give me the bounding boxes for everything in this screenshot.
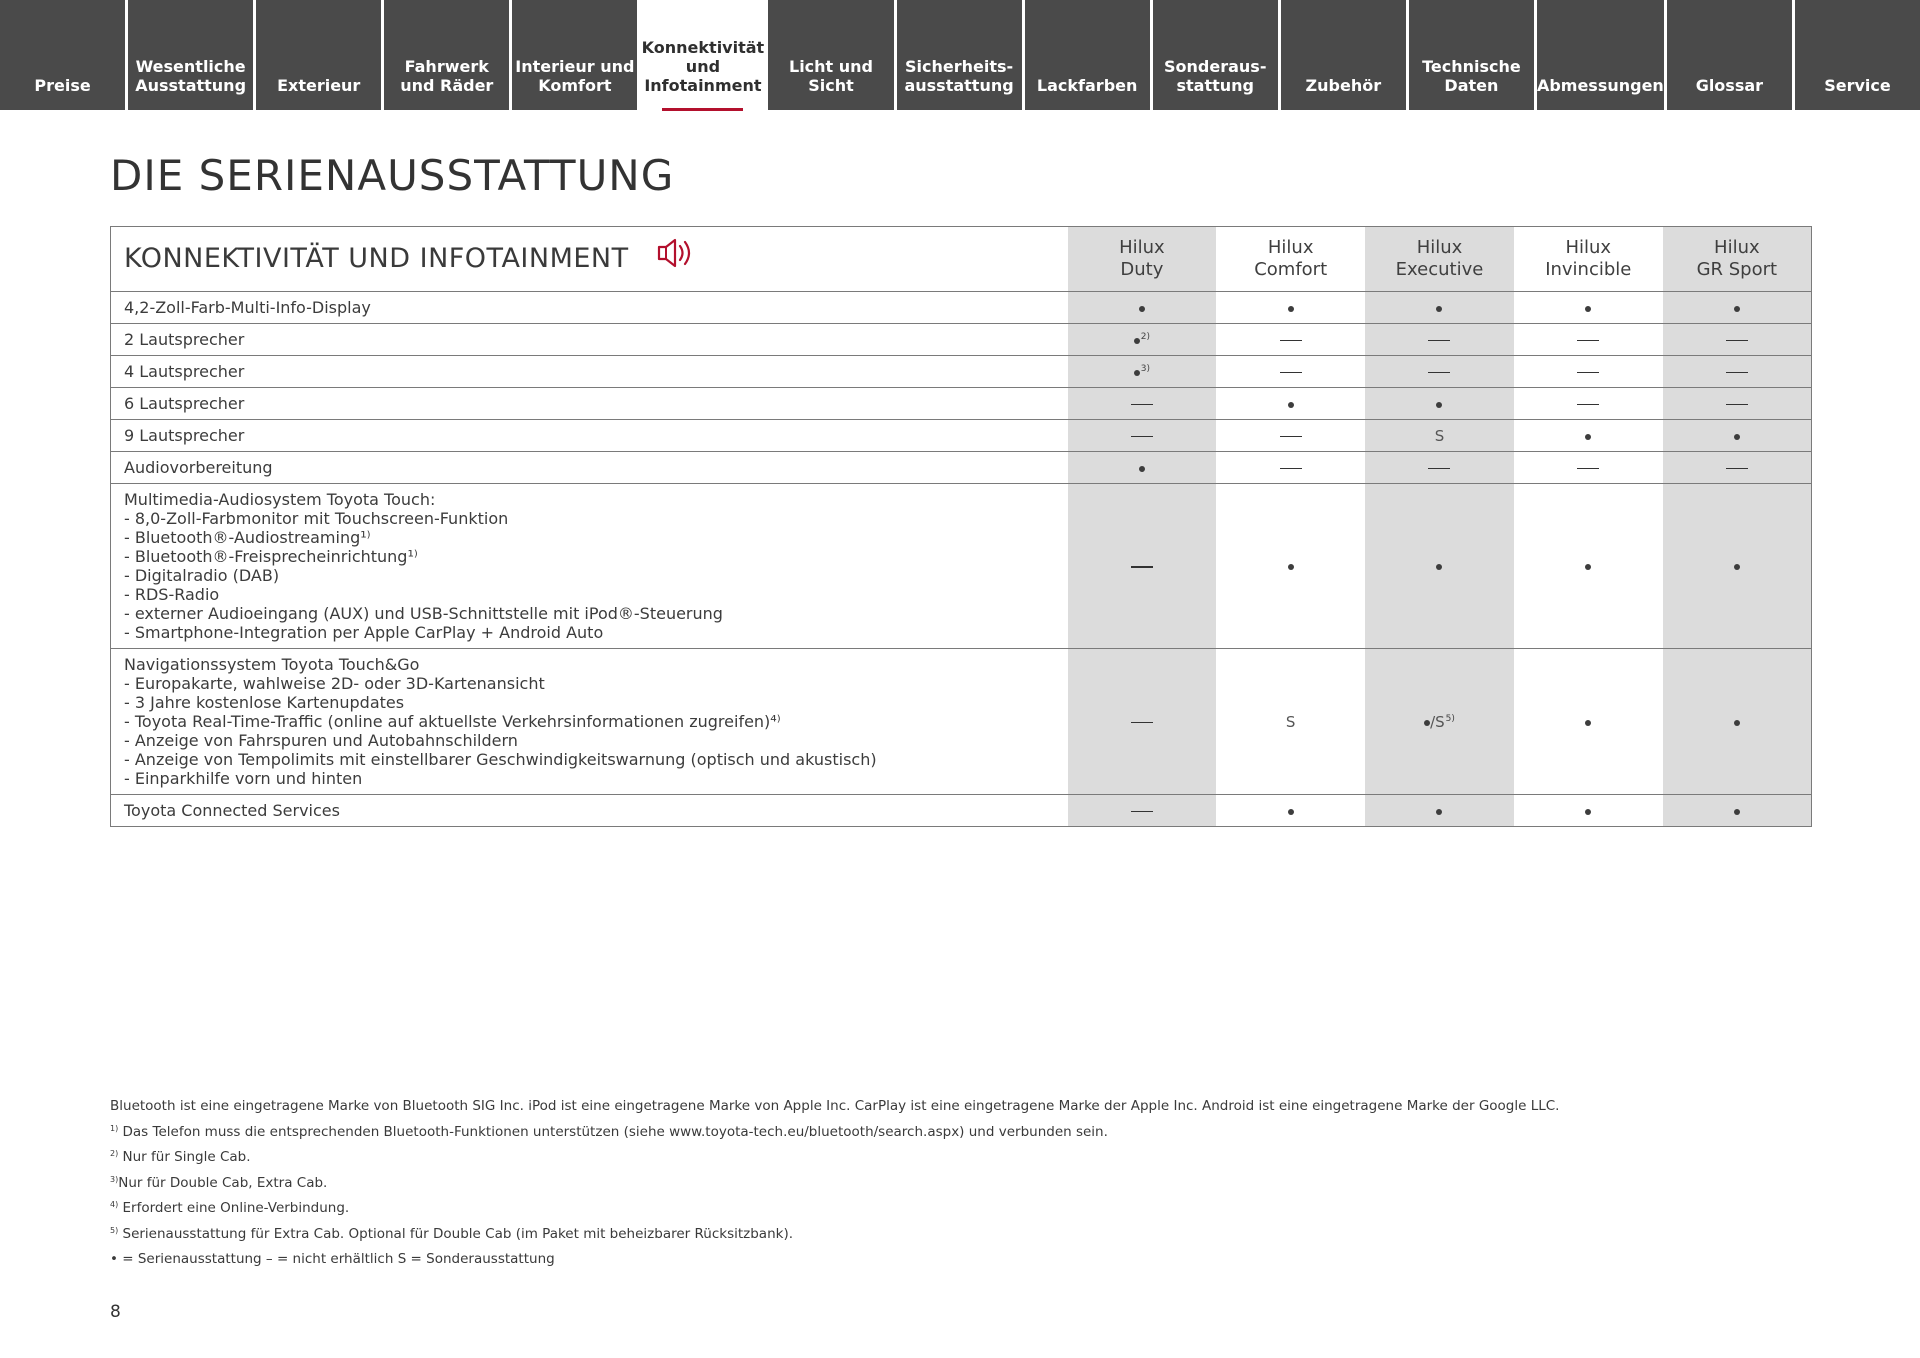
not-available-dash-icon: [1131, 404, 1153, 406]
nav-tab[interactable]: [1409, 0, 1534, 110]
standard-dot-icon: [1585, 720, 1591, 726]
availability-cell: [1365, 649, 1514, 795]
table-row: [111, 292, 1812, 324]
nav-tab-label: Licht und Sicht: [789, 57, 874, 95]
nav-tab-label: Abmessungen: [1536, 76, 1664, 95]
standard-dot-icon: [1436, 402, 1442, 408]
availability-cell: [1216, 292, 1365, 324]
footnote: [110, 1118, 1559, 1144]
availability-cell: [1365, 484, 1514, 649]
availability-cell: [1663, 420, 1812, 452]
availability-cell: [1068, 292, 1217, 324]
availability-cell: [1216, 388, 1365, 420]
not-available-dash-icon: [1577, 372, 1599, 374]
availability-cell: [1068, 649, 1217, 795]
nav-tab[interactable]: [1025, 0, 1150, 110]
availability-cell: [1514, 356, 1663, 388]
nav-tab-label: Interieur und Komfort: [515, 57, 635, 95]
footnote-ref: 2): [1140, 332, 1151, 342]
footnote: [110, 1220, 1559, 1246]
feature-label: Multimedia-Audiosystem Toyota Touch: - 8,0-Zoll-Farbmonitor mit Touchscreen-Funktion - Bluetooth®-Audiostreaming¹⁾ - Bluetooth®-Freisprecheinrichtung¹⁾ - Digitalradio (DAB) - RDS-Radio - externer Audioeingang (AUX) und USB-Schnittstelle mit iPod®-Steuerung - Smartphone-Integration per Apple CarPlay + Android Auto: [111, 484, 1068, 649]
footnote-mark: 1): [110, 1123, 119, 1133]
feature-label: 6 Lautsprecher: [111, 388, 1068, 420]
availability-cell: [1068, 484, 1217, 649]
availability-cell: [1216, 356, 1365, 388]
standard-dot-icon: [1585, 306, 1591, 312]
feature-label: 2 Lautsprecher: [111, 324, 1068, 356]
availability-cell: [1216, 420, 1365, 452]
standard-dot-icon: [1134, 370, 1140, 376]
availability-cell: [1663, 292, 1812, 324]
availability-cell: [1663, 324, 1812, 356]
footnotes: [110, 1095, 1559, 1271]
availability-cell: [1365, 452, 1514, 484]
table-row: [111, 484, 1812, 649]
nav-tab[interactable]: [897, 0, 1022, 110]
standard-dot-icon: [1585, 564, 1591, 570]
section-heading: [111, 227, 1068, 292]
not-available-dash-icon: [1428, 340, 1450, 342]
standard-dot-icon: [1734, 809, 1740, 815]
availability-cell: [1663, 649, 1812, 795]
section-title: KONNEKTIVITÄT UND INFOTAINMENT: [124, 242, 629, 274]
model-header: Hilux Invincible: [1514, 227, 1663, 292]
model-header: Hilux Comfort: [1216, 227, 1365, 292]
availability-cell: [1216, 795, 1365, 827]
availability-cell: [1365, 324, 1514, 356]
nav-tab[interactable]: [512, 0, 637, 110]
availability-cell: [1216, 484, 1365, 649]
availability-cell: [1365, 388, 1514, 420]
nav-tab-label: Wesentliche Ausstattung: [135, 57, 247, 95]
page-number: 8: [110, 1302, 121, 1322]
availability-cell: [1068, 324, 1217, 356]
nav-tab-label: Sicherheits- ausstattung: [904, 57, 1014, 95]
availability-cell: [1514, 795, 1663, 827]
not-available-dash-icon: [1280, 468, 1302, 470]
nav-tab-label: Fahrwerk und Räder: [400, 57, 494, 95]
standard-dot-icon: [1734, 564, 1740, 570]
standard-dot-icon: [1288, 402, 1294, 408]
standard-dot-icon: [1436, 809, 1442, 815]
footnote: [110, 1194, 1559, 1220]
availability-cell: [1068, 356, 1217, 388]
standard-dot-icon: [1436, 306, 1442, 312]
standard-dot-icon: [1134, 338, 1140, 344]
not-available-dash-icon: [1280, 372, 1302, 374]
nav-tab[interactable]: [1795, 0, 1920, 110]
nav-tab[interactable]: [256, 0, 381, 110]
standard-dot-icon: [1734, 434, 1740, 440]
standard-dot-icon: [1288, 809, 1294, 815]
availability-cell: [1216, 324, 1365, 356]
trademark-note: Bluetooth ist eine eingetragene Marke von Bluetooth SIG Inc. iPod ist eine eingetragene Marke von Apple Inc. CarPlay ist eine eingetragene Marke der Apple Inc. Android ist eine eingetragene Marke der Google LLC.: [110, 1098, 1560, 1114]
availability-cell: [1216, 649, 1365, 795]
standard-dot-icon: [1436, 564, 1442, 570]
nav-tab[interactable]: [0, 0, 125, 110]
table-row: [111, 356, 1812, 388]
availability-cell: [1663, 356, 1812, 388]
availability-cell: [1514, 649, 1663, 795]
standard-dot-icon: [1288, 306, 1294, 312]
standard-dot-icon: [1139, 466, 1145, 472]
availability-cell: [1663, 452, 1812, 484]
availability-cell: [1514, 292, 1663, 324]
nav-tab-label: Konnektivität und Infotainment: [641, 38, 765, 95]
nav-tab-label: Exterieur: [277, 76, 361, 95]
nav-tab[interactable]: [128, 0, 253, 110]
nav-tab-label: Sonderaus- stattung: [1164, 57, 1267, 95]
footnote-mark: 4): [110, 1200, 119, 1209]
footnote-text: Erfordert eine Online-Verbindung.: [118, 1200, 350, 1216]
not-available-dash-icon: [1280, 436, 1302, 438]
table-row: [111, 388, 1812, 420]
not-available-dash-icon: [1726, 372, 1748, 374]
nav-tab-label: Technische Daten: [1422, 57, 1521, 95]
not-available-dash-icon: [1726, 404, 1748, 406]
availability-cell: [1514, 484, 1663, 649]
nav-tab[interactable]: [384, 0, 509, 110]
table-row: [111, 649, 1812, 795]
footnote-mark: 2): [110, 1149, 119, 1158]
nav-tab[interactable]: [768, 0, 893, 110]
footnote: [110, 1143, 1559, 1169]
not-available-dash-icon: [1428, 468, 1450, 470]
footnote-text: Nur für Single Cab.: [118, 1149, 251, 1165]
equipment-table: [110, 226, 1812, 827]
availability-cell: [1514, 420, 1663, 452]
not-available-dash-icon: [1726, 468, 1748, 470]
availability-cell: [1216, 452, 1365, 484]
not-available-dash-icon: [1131, 811, 1153, 813]
section-nav: [0, 0, 1920, 110]
footnote-text: Nur für Double Cab, Extra Cab.: [118, 1174, 328, 1191]
option-label: S: [1434, 427, 1445, 445]
legend: • = Serienausstattung – = nicht erhältlich S = Sonderausstattung: [110, 1251, 555, 1267]
not-available-dash-icon: [1280, 340, 1302, 342]
availability-cell: [1365, 292, 1514, 324]
nav-tab[interactable]: [1153, 0, 1278, 110]
standard-dot-icon: [1139, 306, 1145, 312]
availability-cell: [1514, 388, 1663, 420]
availability-cell: [1068, 795, 1217, 827]
nav-tab-label: Zubehör: [1305, 76, 1382, 95]
option-label: S: [1285, 713, 1296, 731]
footnote-mark: 5): [110, 1225, 119, 1235]
table-row: [111, 452, 1812, 484]
nav-tab[interactable]: [1537, 0, 1664, 110]
availability-cell: [1663, 388, 1812, 420]
feature-label: 4 Lautsprecher: [111, 356, 1068, 388]
availability-cell: [1663, 484, 1812, 649]
availability-cell: [1514, 452, 1663, 484]
page-title: DIE SERIENAUSSTATTUNG: [110, 151, 675, 200]
not-available-dash-icon: [1577, 340, 1599, 342]
model-header: Hilux Duty: [1068, 227, 1217, 292]
footnote-ref: 5): [1445, 714, 1455, 724]
not-available-dash-icon: [1726, 340, 1748, 342]
footnote-text: Serienausstattung für Extra Cab. Optional für Double Cab (im Paket mit beheizbarer Rücksitzbank).: [118, 1225, 794, 1242]
nav-tab-label: Lackfarben: [1036, 76, 1138, 95]
standard-dot-icon: [1288, 564, 1294, 570]
feature-label: 9 Lautsprecher: [111, 420, 1068, 452]
nav-tab-label: Preise: [34, 76, 91, 95]
footnote: [110, 1169, 1559, 1195]
availability-cell: [1514, 324, 1663, 356]
table-row: [111, 324, 1812, 356]
nav-tab-label: Service: [1824, 76, 1891, 95]
not-available-dash-icon: [1577, 404, 1599, 406]
model-header: Hilux GR Sport: [1663, 227, 1812, 292]
availability-cell: [1365, 356, 1514, 388]
availability-cell: [1068, 388, 1217, 420]
option-label: /S: [1430, 713, 1445, 731]
table-header-row: [111, 227, 1812, 292]
availability-cell: [1365, 795, 1514, 827]
availability-cell: [1663, 795, 1812, 827]
standard-dot-icon: [1734, 720, 1740, 726]
not-available-dash-icon: [1131, 436, 1153, 438]
feature-label: Navigationssystem Toyota Touch&Go - Europakarte, wahlweise 2D- oder 3D-Kartenansicht - 3 Jahre kostenlose Kartenupdates - Toyota Real-Time-Traffic (online auf aktuellste Verkehrsinformationen zugreifen)⁴⁾ - Anzeige von Fahrspuren und Autobahnschildern - Anzeige von Tempolimits mit einstellbarer Geschwindigkeitswarnung (optisch und akustisch) - Einparkhilfe vorn und hinten: [111, 649, 1068, 795]
nav-tab[interactable]: [1667, 0, 1792, 110]
table-row: [111, 795, 1812, 827]
nav-tab[interactable]: [1281, 0, 1406, 110]
not-available-dash-icon: [1131, 722, 1153, 724]
standard-dot-icon: [1585, 434, 1591, 440]
feature-label: 4,2-Zoll-Farb-Multi-Info-Display: [111, 292, 1068, 324]
feature-label: Toyota Connected Services: [111, 795, 1068, 827]
not-available-dash-icon: [1428, 372, 1450, 374]
availability-cell: [1365, 420, 1514, 452]
standard-dot-icon: [1585, 809, 1591, 815]
footnote-ref: 3): [1140, 364, 1151, 374]
speaker-icon: [656, 236, 698, 277]
nav-tab[interactable]: [640, 0, 765, 110]
model-header: Hilux Executive: [1365, 227, 1514, 292]
footnote-mark: 3): [110, 1174, 119, 1184]
footnote-text: Das Telefon muss die entsprechenden Bluetooth-Funktionen unterstützen (siehe www.toyota-tech.eu/bluetooth/search.aspx) und verbunden sein.: [118, 1123, 1108, 1140]
table-row: [111, 420, 1812, 452]
nav-tab-label: Glossar: [1695, 76, 1764, 95]
not-available-dash-icon: [1577, 468, 1599, 470]
feature-label: Audiovorbereitung: [111, 452, 1068, 484]
standard-dot-icon: [1734, 306, 1740, 312]
availability-cell: [1068, 452, 1217, 484]
not-available-dash-icon: [1131, 566, 1153, 568]
availability-cell: [1068, 420, 1217, 452]
